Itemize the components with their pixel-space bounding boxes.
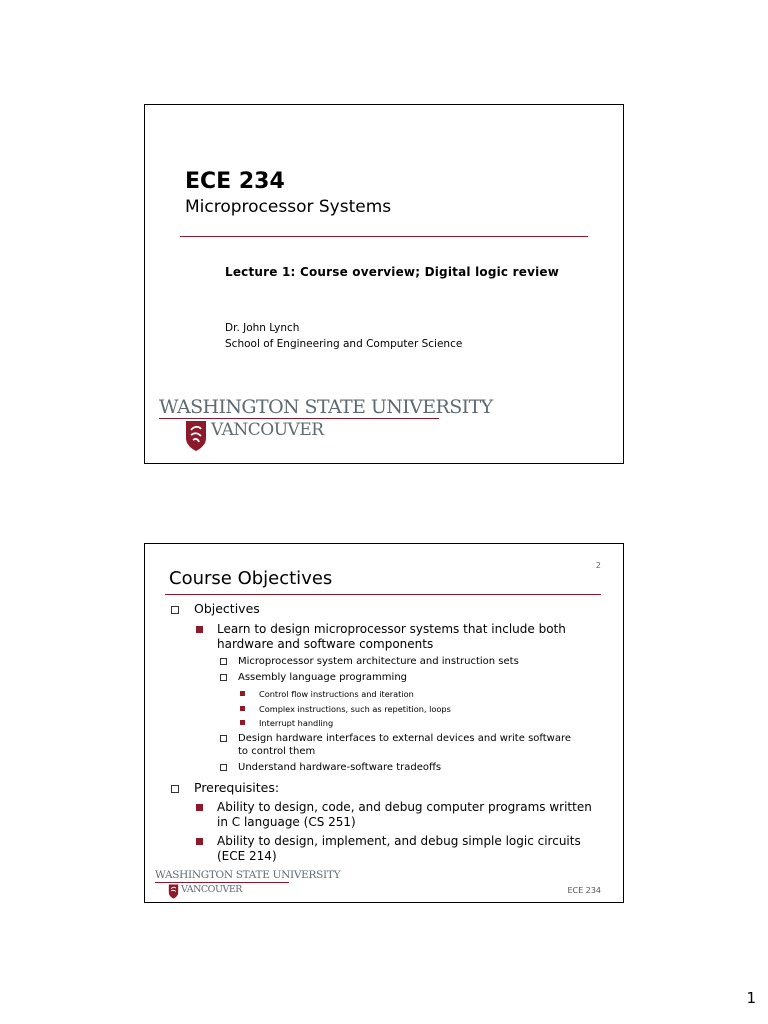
filled-square-bullet-icon <box>196 838 203 845</box>
bullet-list <box>145 544 623 902</box>
bullet-line: Interrupt handling <box>259 718 334 728</box>
bullet-item-level-3 <box>238 732 571 758</box>
bullet-line: Complex instructions, such as repetition, loops <box>259 704 451 714</box>
hollow-square-bullet-icon <box>220 674 227 681</box>
hollow-square-bullet-icon <box>171 785 179 793</box>
bullet-item-level-2 <box>217 834 581 864</box>
filled-square-bullet-icon <box>196 626 203 633</box>
slide-footer: ECE 234 <box>567 886 601 895</box>
slide-title: Course Objectives <box>169 568 333 589</box>
bullet-line: Prerequisites: <box>194 780 280 795</box>
logo-university-name: WASHINGTON STATE UNIVERSITY <box>159 396 493 418</box>
bullet-line: Objectives <box>194 601 260 616</box>
filled-square-bullet-icon <box>196 804 203 811</box>
cougar-shield-icon <box>168 884 179 899</box>
cougar-shield-icon <box>185 420 207 452</box>
bullet-line: to control them <box>238 746 316 757</box>
bullet-line: Design hardware interfaces to external devices and write software <box>238 733 572 744</box>
filled-square-bullet-icon <box>240 706 245 711</box>
school-name: School of Engineering and Computer Science <box>225 338 463 350</box>
bullet-item-level-2 <box>217 800 592 830</box>
title-slide <box>144 104 624 464</box>
bullet-item-level-4 <box>259 687 414 701</box>
page-number: 1 <box>746 989 756 1007</box>
bullet-item-level-4 <box>259 716 333 730</box>
bullet-item-level-2 <box>217 622 566 652</box>
wsu-logo-small <box>155 870 340 899</box>
slide-number: 2 <box>595 561 601 570</box>
logo-divider <box>155 882 289 883</box>
hollow-square-bullet-icon <box>220 735 227 742</box>
hollow-square-bullet-icon <box>171 606 179 614</box>
course-code: ECE 234 <box>185 169 285 194</box>
objectives-slide <box>144 543 624 903</box>
wsu-logo <box>159 397 493 452</box>
bullet-item-level-3 <box>238 655 519 668</box>
hollow-square-bullet-icon <box>220 764 227 771</box>
bullet-item-level-1 <box>194 781 279 795</box>
bullet-line: hardware and software components <box>217 637 434 651</box>
bullet-line: (ECE 214) <box>217 849 277 863</box>
bullet-line: Assembly language programming <box>238 672 408 683</box>
logo-divider <box>159 418 439 419</box>
logo-campus-name: VANCOUVER <box>181 884 242 895</box>
bullet-item-level-4 <box>259 702 451 716</box>
filled-square-bullet-icon <box>240 720 245 725</box>
filled-square-bullet-icon <box>240 691 245 696</box>
bullet-line: Control flow instructions and iteration <box>259 689 414 699</box>
logo-university-name: WASHINGTON STATE UNIVERSITY <box>155 869 341 881</box>
bullet-line: Microprocessor system architecture and instruction sets <box>238 656 519 667</box>
bullet-line: Ability to design, implement, and debug simple logic circuits <box>217 834 581 848</box>
course-title: Microprocessor Systems <box>185 197 392 217</box>
bullet-item-level-3 <box>238 671 407 684</box>
bullet-line: in C language (CS 251) <box>217 815 356 829</box>
bullet-line: Learn to design microprocessor systems that include both <box>217 622 566 636</box>
bullet-item-level-3 <box>238 761 441 774</box>
lecture-title: Lecture 1: Course overview; Digital logic review <box>225 265 560 279</box>
title-divider <box>180 236 588 237</box>
instructor-name: Dr. John Lynch <box>225 322 300 334</box>
bullet-item-level-1 <box>194 602 260 616</box>
hollow-square-bullet-icon <box>220 658 227 665</box>
bullet-line: Understand hardware-software tradeoffs <box>238 762 442 773</box>
logo-campus-name: VANCOUVER <box>211 420 324 440</box>
bullet-line: Ability to design, code, and debug computer programs written <box>217 800 592 814</box>
